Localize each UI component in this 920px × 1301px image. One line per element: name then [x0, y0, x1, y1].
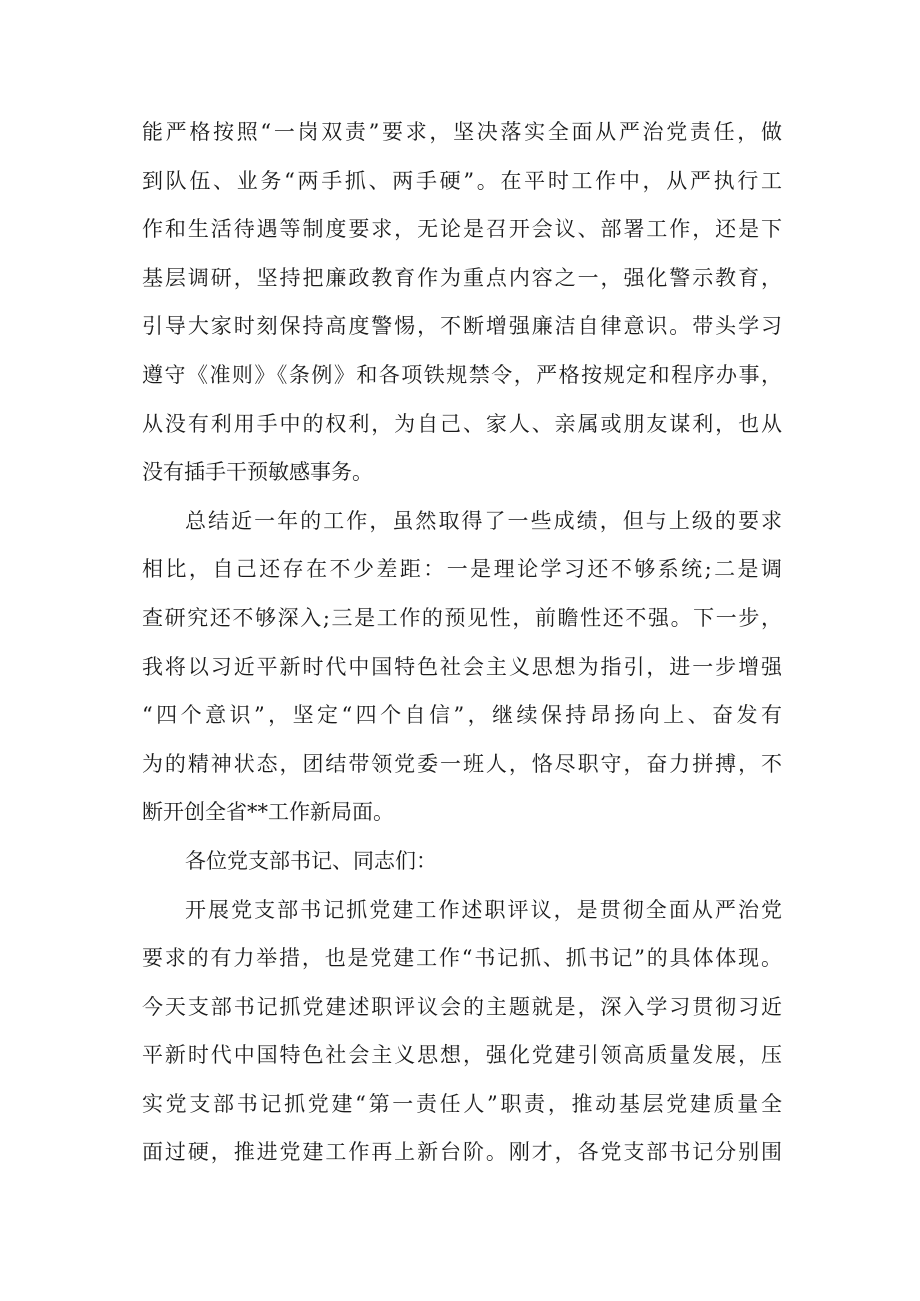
paragraph-2-line-3: 查研究还不够深入;三是工作的预见性，前瞻性还不强。下一步， [142, 605, 782, 630]
paragraph-1-line-8: 没有插手干预敏感事务。 [142, 460, 373, 485]
paragraph-2-line-6: 为的精神状态，团结带领党委一班人，恪尽职守，奋力拼搏，不 [142, 751, 782, 776]
paragraph-1-line-3: 作和生活待遇等制度要求，无论是召开会议、部署工作，还是下 [142, 217, 782, 242]
paragraph-4-line-4: 平新时代中国特色社会主义思想，强化党建引领高质量发展，压 [142, 1043, 782, 1068]
paragraph-1-line-7: 从没有利用手中的权利，为自己、家人、亲属或朋友谋利，也从 [142, 411, 782, 436]
paragraph-1-line-6: 遵守《准则》《条例》和各项铁规禁令，严格按规定和程序办事， [142, 362, 782, 387]
paragraph-4-line-5: 实党支部书记抓党建“第一责任人”职责，推动基层党建质量全 [142, 1091, 782, 1116]
paragraph-4-line-1: 开展党支部书记抓党建工作述职评议，是贯彻全面从严治党 [185, 897, 782, 922]
paragraph-1-line-4: 基层调研，坚持把廉政教育作为重点内容之一，强化警示教育， [142, 265, 782, 290]
paragraph-1-line-1: 能严格按照“一岗双责”要求，坚决落实全面从严治党责任，做 [142, 120, 782, 144]
paragraph-4-line-2: 要求的有力举措，也是党建工作“书记抓、抓书记”的具体体现。 [142, 946, 782, 971]
paragraph-2-line-4: 我将以习近平新时代中国特色社会主义思想为指引，进一步增强 [142, 654, 782, 679]
paragraph-4-line-6: 面过硬，推进党建工作再上新台阶。刚才，各党支部书记分别围 [142, 1140, 782, 1165]
paragraph-2-line-2: 相比，自己还存在不少差距：一是理论学习还不够系统;二是调 [142, 557, 782, 582]
paragraph-2-line-7: 断开创全省**工作新局面。 [142, 800, 394, 825]
paragraph-2-line-5: “四个意识”，坚定“四个自信”，继续保持昂扬向上、奋发有 [142, 703, 782, 728]
paragraph-1-line-5: 引导大家时刻保持高度警惕，不断增强廉洁自律意识。带头学习 [142, 314, 782, 339]
paragraph-2-line-1: 总结近一年的工作，虽然取得了一些成绩，但与上级的要求 [185, 508, 782, 533]
paragraph-1-line-2: 到队伍、业务“两手抓、两手硬”。在平时工作中，从严执行工 [142, 168, 782, 193]
paragraph-4-line-3: 今天支部书记抓党建述职评议会的主题就是，深入学习贯彻习近 [142, 994, 782, 1019]
document-body [142, 108, 782, 1177]
salutation-line: 各位党支部书记、同志们： [185, 848, 437, 873]
